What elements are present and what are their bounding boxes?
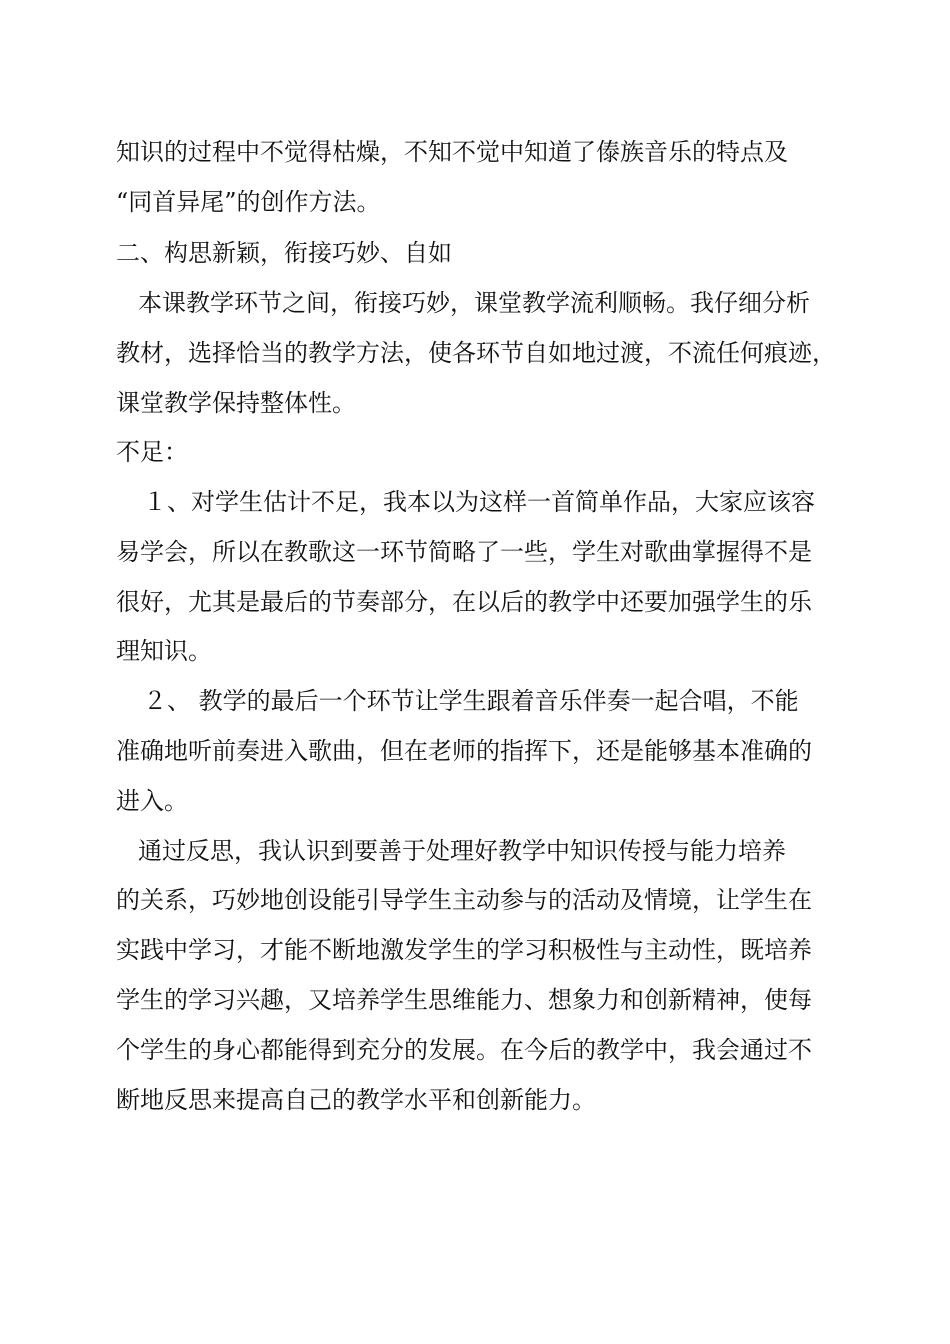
text-line: 断地反思来提高自己的教学水平和创新能力。 <box>116 1086 596 1114</box>
text-line: 理知识。 <box>116 637 212 665</box>
text-line: 个学生的身心都能得到充分的发展。在今后的教学中，我会通过不 <box>116 1036 812 1064</box>
text-line: ２、 教学的最后一个环节让学生跟着音乐伴奏一起合唱，不能 <box>143 687 799 715</box>
text-line: 本课教学环节之间，衔接巧妙，课堂教学流利顺畅。我仔细分析 <box>138 289 810 317</box>
text-line: 课堂教学保持整体性。 <box>116 389 356 417</box>
text-line: 教材，选择恰当的教学方法，使各环节自如地过渡，不流任何痕迹， <box>116 339 836 367</box>
text-line: 易学会，所以在教歌这一环节简略了一些，学生对歌曲掌握得不是 <box>116 538 812 566</box>
text-line: 很好，尤其是最后的节奏部分，在以后的教学中还要加强学生的乐 <box>116 588 812 616</box>
text-line: 知识的过程中不觉得枯燥，不知不觉中知道了傣族音乐的特点及 <box>116 138 788 166</box>
text-line: 进入。 <box>116 787 188 815</box>
text-line: “同首异尾”的创作方法。 <box>116 188 381 216</box>
text-line: 的关系，巧妙地创设能引导学生主动参与的活动及情境，让学生在 <box>116 886 812 914</box>
section-heading: 二、构思新颖，衔接巧妙、自如 <box>116 239 452 267</box>
section-heading: 不足： <box>116 438 188 466</box>
text-line: 通过反思，我认识到要善于处理好教学中知识传授与能力培养 <box>138 837 786 865</box>
text-line: 实践中学习，才能不断地激发学生的学习积极性与主动性，既培养 <box>116 936 812 964</box>
text-line: １、对学生估计不足，我本以为这样一首简单作品，大家应该容 <box>143 488 815 516</box>
text-line: 准确地听前奏进入歌曲，但在老师的指挥下，还是能够基本准确的 <box>116 737 812 765</box>
text-line: 学生的学习兴趣，又培养学生思维能力、想象力和创新精神，使每 <box>116 986 812 1014</box>
